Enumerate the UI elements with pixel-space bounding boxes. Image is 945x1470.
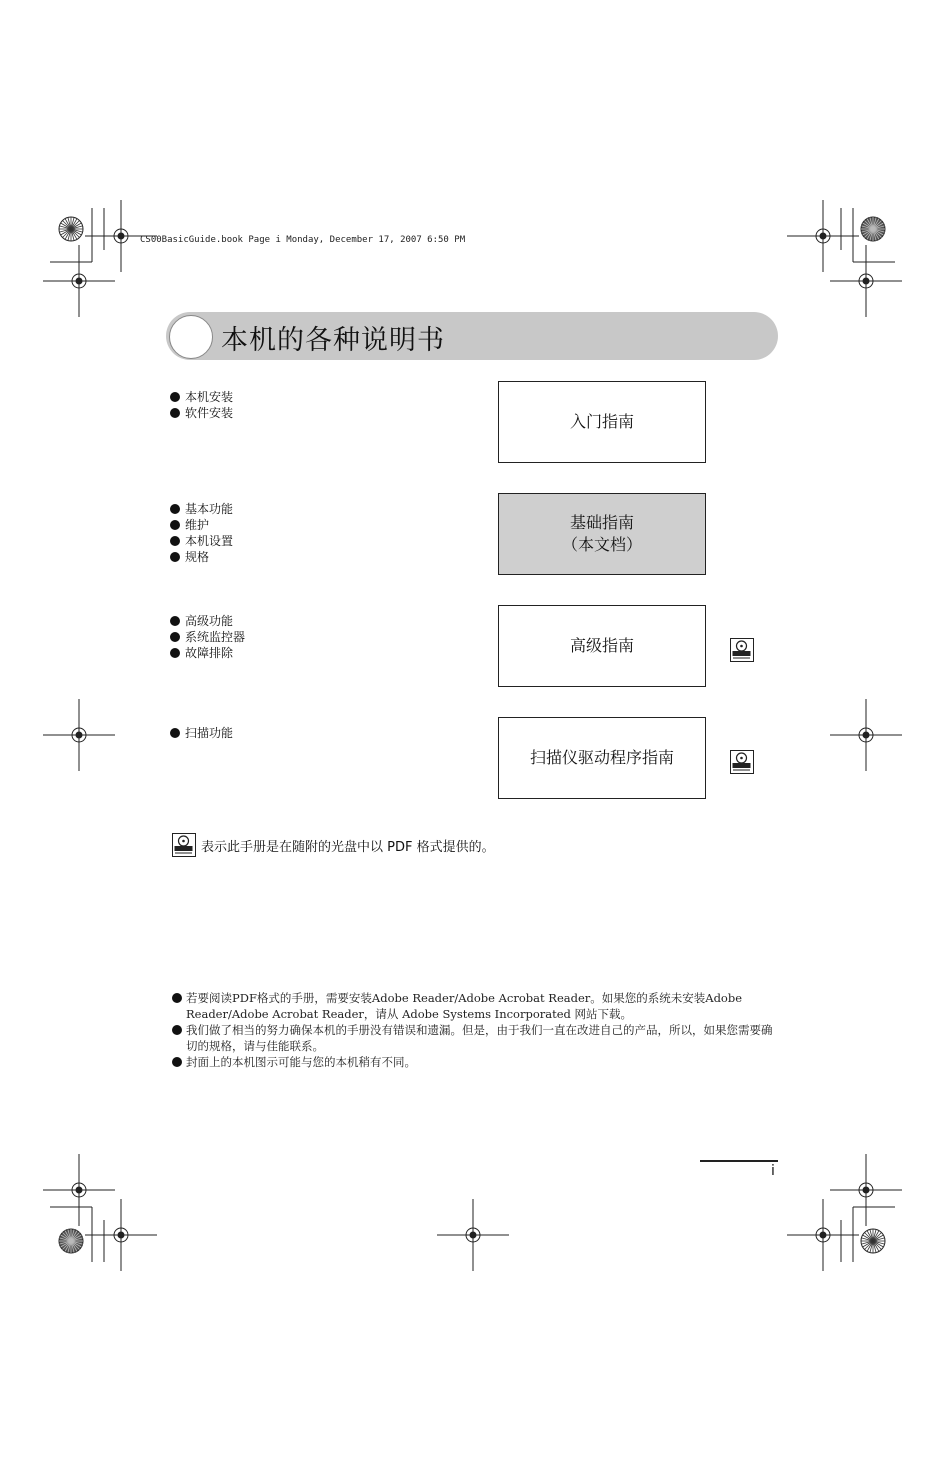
starburst-mark-icon	[861, 1229, 885, 1253]
guide-title: 入门指南	[569, 412, 634, 431]
bullet-icon	[170, 552, 180, 562]
registration-target-icon	[85, 1199, 157, 1271]
section-4-bullets	[170, 725, 233, 741]
list-item: 维护	[170, 517, 233, 533]
list-item: 系统监控器	[170, 629, 245, 645]
bullet-icon	[170, 616, 180, 626]
starburst-mark-icon	[59, 217, 83, 241]
page-number-rule	[700, 1160, 778, 1162]
section-2-bullets	[170, 501, 233, 565]
registration-target-icon	[43, 699, 115, 771]
list-item: 基本功能	[170, 501, 233, 517]
file-info-header: CS00BasicGuide.book Page i Monday, December 17, 2007 6:50 PM	[140, 235, 466, 245]
bullet-icon	[170, 648, 180, 658]
bullet-icon	[170, 504, 180, 514]
starburst-mark-icon	[59, 1229, 83, 1253]
bullet-icon	[172, 993, 182, 1003]
list-item: 扫描功能	[170, 725, 233, 741]
guide-title: 扫描仪驱动程序指南	[529, 748, 674, 767]
section-3-bullets	[170, 613, 245, 661]
bullet-icon	[170, 632, 180, 642]
list-item: 我们做了相当的努力确保本机的手册没有错误和遗漏。但是，由于我们一直在改进自己的产品，所以，如果您需要确切的规格，请与佳能联系。	[170, 1022, 775, 1054]
starburst-mark-icon	[861, 217, 885, 241]
registration-target-icon	[787, 200, 859, 272]
page-title: 本机的各种说明书	[221, 325, 445, 356]
guide-box-advanced	[498, 605, 706, 687]
list-item: 本机安装	[170, 389, 233, 405]
bullet-icon	[170, 536, 180, 546]
bullet-icon	[172, 1057, 182, 1067]
cd-legend-text: 表示此手册是在随附的光盘中以 PDF 格式提供的。	[201, 839, 495, 855]
page-number: i	[771, 1163, 775, 1179]
cd-rom-icon	[730, 638, 754, 662]
guide-subtitle: （本文档）	[561, 535, 642, 554]
list-item: 软件安装	[170, 405, 233, 421]
guide-box-scanner	[498, 717, 706, 799]
bullet-icon	[170, 728, 180, 738]
cd-legend	[172, 833, 495, 857]
registration-target-icon	[830, 699, 902, 771]
list-item: 故障排除	[170, 645, 245, 661]
title-bar	[166, 312, 778, 360]
guide-box-getting-started	[498, 381, 706, 463]
registration-target-icon	[787, 1199, 859, 1271]
list-item: 规格	[170, 549, 233, 565]
guide-title: 高级指南	[569, 636, 634, 655]
registration-target-icon	[43, 1154, 115, 1226]
list-item: 封面上的本机图示可能与您的本机稍有不同。	[170, 1054, 775, 1070]
list-item: 若要阅读PDF格式的手册，需要安装Adobe Reader/Adobe Acrobat Reader。如果您的系统未安装Adobe Reader/Adobe Acrobat Reader，请从 Adobe Systems Incorporated 网站下载。	[170, 990, 775, 1022]
guide-title: 基础指南	[569, 513, 634, 532]
cd-rom-icon	[172, 833, 196, 857]
bullet-icon	[170, 520, 180, 530]
bullet-icon	[172, 1025, 182, 1035]
title-circle	[169, 315, 213, 359]
section-1-bullets	[170, 389, 233, 421]
list-item: 本机设置	[170, 533, 233, 549]
registration-target-icon	[830, 1154, 902, 1226]
registration-target-icon	[437, 1199, 509, 1271]
cd-rom-icon	[730, 750, 754, 774]
registration-target-icon	[830, 245, 902, 317]
list-item: 高级功能	[170, 613, 245, 629]
bullet-icon	[170, 392, 180, 402]
registration-target-icon	[43, 245, 115, 317]
bullet-icon	[170, 408, 180, 418]
notes-list	[170, 990, 775, 1070]
guide-box-basic	[498, 493, 706, 575]
